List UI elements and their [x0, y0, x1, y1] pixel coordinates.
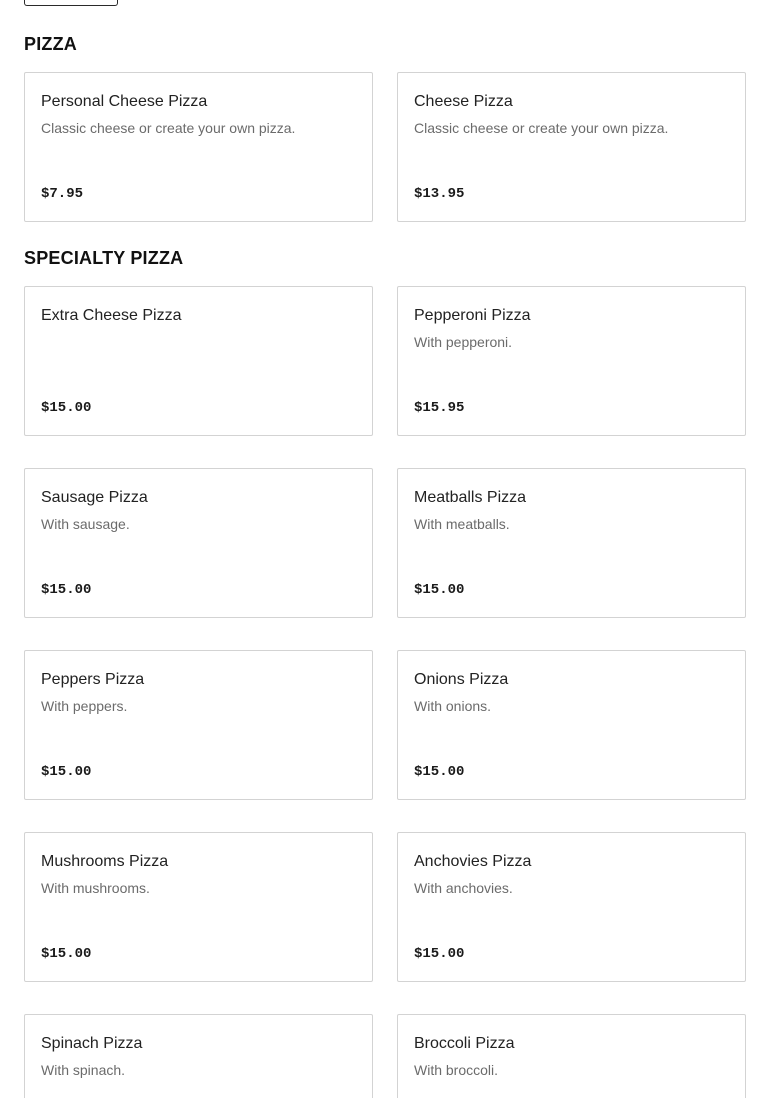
- menu-item-description: With sausage.: [41, 516, 130, 532]
- menu-item-description: With peppers.: [41, 698, 128, 714]
- category-tab[interactable]: [24, 0, 118, 6]
- menu-item-price: $15.00: [414, 582, 465, 598]
- menu-item-card[interactable]: [24, 72, 373, 222]
- menu-item-description: With anchovies.: [414, 880, 513, 896]
- menu-item-card[interactable]: [397, 1014, 746, 1098]
- menu-item-description: With meatballs.: [414, 516, 510, 532]
- menu-item-description: With mushrooms.: [41, 880, 150, 896]
- menu-item-name: Broccoli Pizza: [414, 1035, 515, 1052]
- section-heading-specialty-pizza: SPECIALTY PIZZA: [24, 248, 184, 268]
- menu-item-card[interactable]: [397, 832, 746, 982]
- menu-item-description: With broccoli.: [414, 1062, 499, 1078]
- menu-item-card[interactable]: [24, 1014, 373, 1098]
- menu-item-name: Spinach Pizza: [41, 1035, 143, 1052]
- menu-item-description: Classic cheese or create your own pizza.: [414, 120, 669, 136]
- menu-item-name: Meatballs Pizza: [414, 489, 527, 506]
- menu-item-price: $15.00: [414, 764, 465, 780]
- menu-item-description: Classic cheese or create your own pizza.: [41, 120, 296, 136]
- menu-item-card[interactable]: [24, 650, 373, 800]
- menu-item-price: $15.00: [41, 946, 92, 962]
- menu-item-name: Pepperoni Pizza: [414, 307, 531, 324]
- menu-item-description: With spinach.: [41, 1062, 126, 1078]
- menu-item-name: Peppers Pizza: [41, 671, 145, 688]
- menu-item-price: $15.00: [414, 946, 465, 962]
- menu-item-price: $7.95: [41, 186, 84, 202]
- menu-item-description: With pepperoni.: [414, 334, 513, 350]
- menu-item-name: Mushrooms Pizza: [41, 853, 169, 870]
- menu-item-card[interactable]: [397, 72, 746, 222]
- menu-item-card[interactable]: [397, 286, 746, 436]
- menu-item-name: Sausage Pizza: [41, 489, 148, 506]
- menu-item-price: $15.00: [41, 764, 92, 780]
- menu-item-card[interactable]: [397, 650, 746, 800]
- menu-item-price: $15.00: [41, 582, 92, 598]
- section-heading-pizza: PIZZA: [24, 34, 77, 54]
- menu-item-card[interactable]: [397, 468, 746, 618]
- menu-item-card[interactable]: [24, 468, 373, 618]
- menu-item-card[interactable]: [24, 286, 373, 436]
- menu-item-name: Onions Pizza: [414, 671, 509, 688]
- menu-item-name: Anchovies Pizza: [414, 853, 532, 870]
- menu-item-name: Extra Cheese Pizza: [41, 307, 182, 324]
- menu-item-price: $15.00: [41, 400, 92, 416]
- menu-item-description: With onions.: [414, 698, 492, 714]
- menu-item-price: $15.95: [414, 400, 465, 416]
- menu-item-name: Personal Cheese Pizza: [41, 93, 208, 110]
- menu-item-name: Cheese Pizza: [414, 93, 513, 110]
- menu-item-price: $13.95: [414, 186, 465, 202]
- menu-item-card[interactable]: [24, 832, 373, 982]
